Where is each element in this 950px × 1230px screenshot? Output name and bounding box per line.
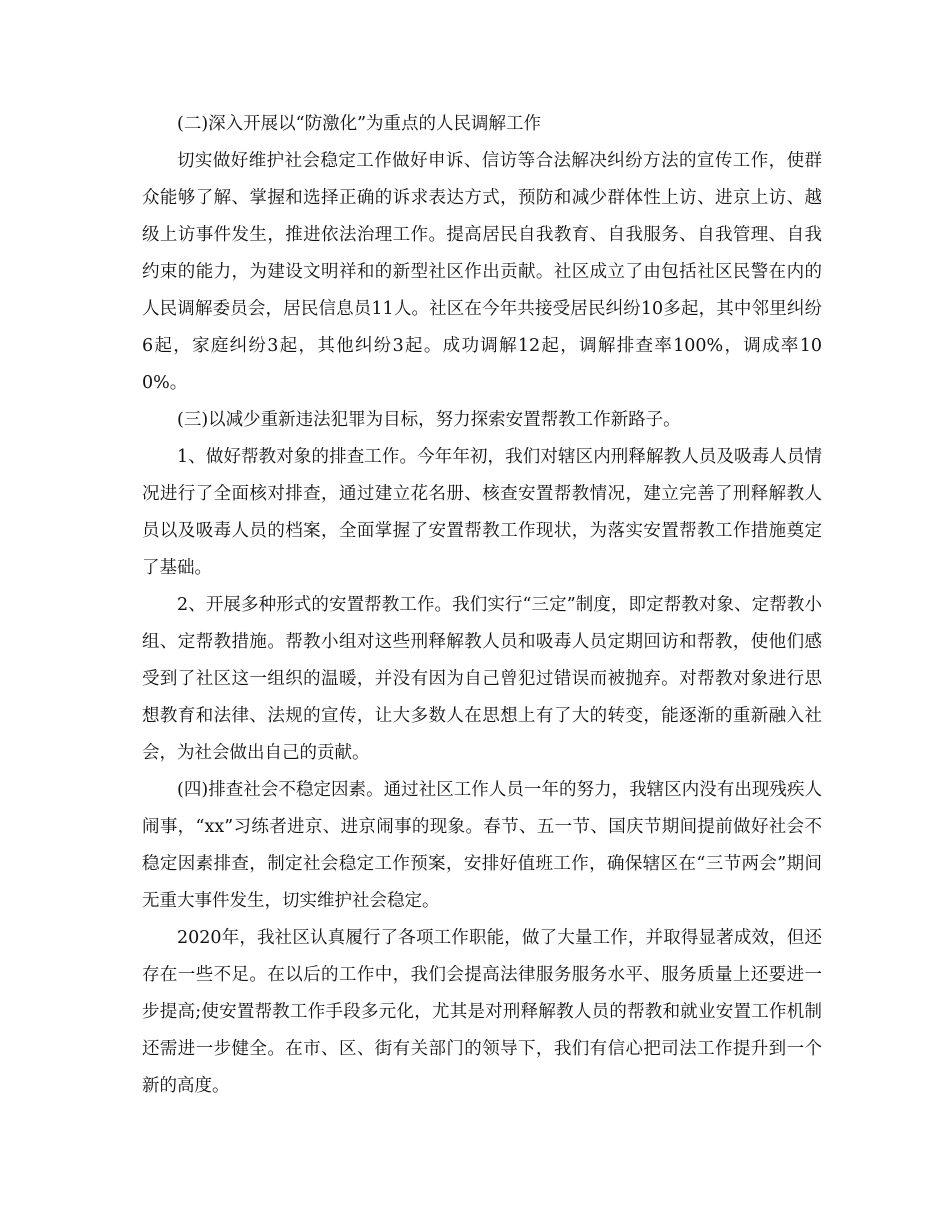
heading-resettlement: (三)以减少重新违法犯罪为目标，努力探索安置帮教工作新路子。 <box>177 410 681 430</box>
paragraph-instability-factors: (四)排查社会不稳定因素。通过社区工作人员一年的努力，我辖区内没有出现残疾人闹事，“xx”习练者进京、进京闹事的现象。春节、五一节、国庆节期间提前做好社会不稳定因素排查，制定社会稳定工作预案，安排好值班工作，确保辖区在“三节两会”期间无重大事件发生，切实维护社会稳定。 <box>142 780 822 911</box>
paragraph-summary-2020: 2020年，我社区认真履行了各项工作职能，做了大量工作，并取得显著成效，但还存在一些不足。在以后的工作中，我们会提高法律服务服务水平、服务质量上还要进一步提高;使安置帮教工作手段多元化，尤其是对刑释解教人员的帮教和就业安置工作机制还需进一步健全。在市、区、街有关部门的领导下，我们有信心把司法工作提升到一个新的高度。 <box>142 928 822 1096</box>
paragraph-screening: 1、做好帮教对象的排查工作。今年年初，我们对辖区内刑释解教人员及吸毒人员情况进行了全面核对排查，通过建立花名册、核查安置帮教情况，建立完善了刑释解教人员以及吸毒人员的档案，全面掌握了安置帮教工作现状，为落实安置帮教工作措施奠定了基础。 <box>142 447 822 578</box>
document-body <box>142 106 822 1105</box>
paragraph-resettlement-forms: 2、开展多种形式的安置帮教工作。我们实行“三定”制度，即定帮教对象、定帮教小组、定帮教措施。帮教小组对这些刑释解教人员和吸毒人员定期回访和帮教，使他们感受到了社区这一组织的温暖，并没有因为自己曾犯过错误而被抛弃。对帮教对象进行思想教育和法律、法规的宣传，让大多数人在思想上有了大的转变，能逐渐的重新融入社会，为社会做出自己的贡献。 <box>142 595 822 763</box>
paragraph-mediation-work: 切实做好维护社会稳定工作做好申诉、信访等合法解决纠纷方法的宣传工作，使群众能够了解、掌握和选择正确的诉求表达方式，预防和减少群体性上访、进京上访、越级上访事件发生，推进依法治理工作。提高居民自我教育、自我服务、自我管理、自我约束的能力，为建设文明祥和的新型社区作出贡献。社区成立了由包括社区民警在内的人民调解委员会，居民信息员11人。社区在今年共接受居民纠纷10多起，其中邻里纠纷6起，家庭纠纷3起，其他纠纷3起。成功调解12起，调解排查率100%，调成率100%。 <box>142 151 822 393</box>
heading-mediation: (二)深入开展以“防激化”为重点的人民调解工作 <box>177 114 542 134</box>
